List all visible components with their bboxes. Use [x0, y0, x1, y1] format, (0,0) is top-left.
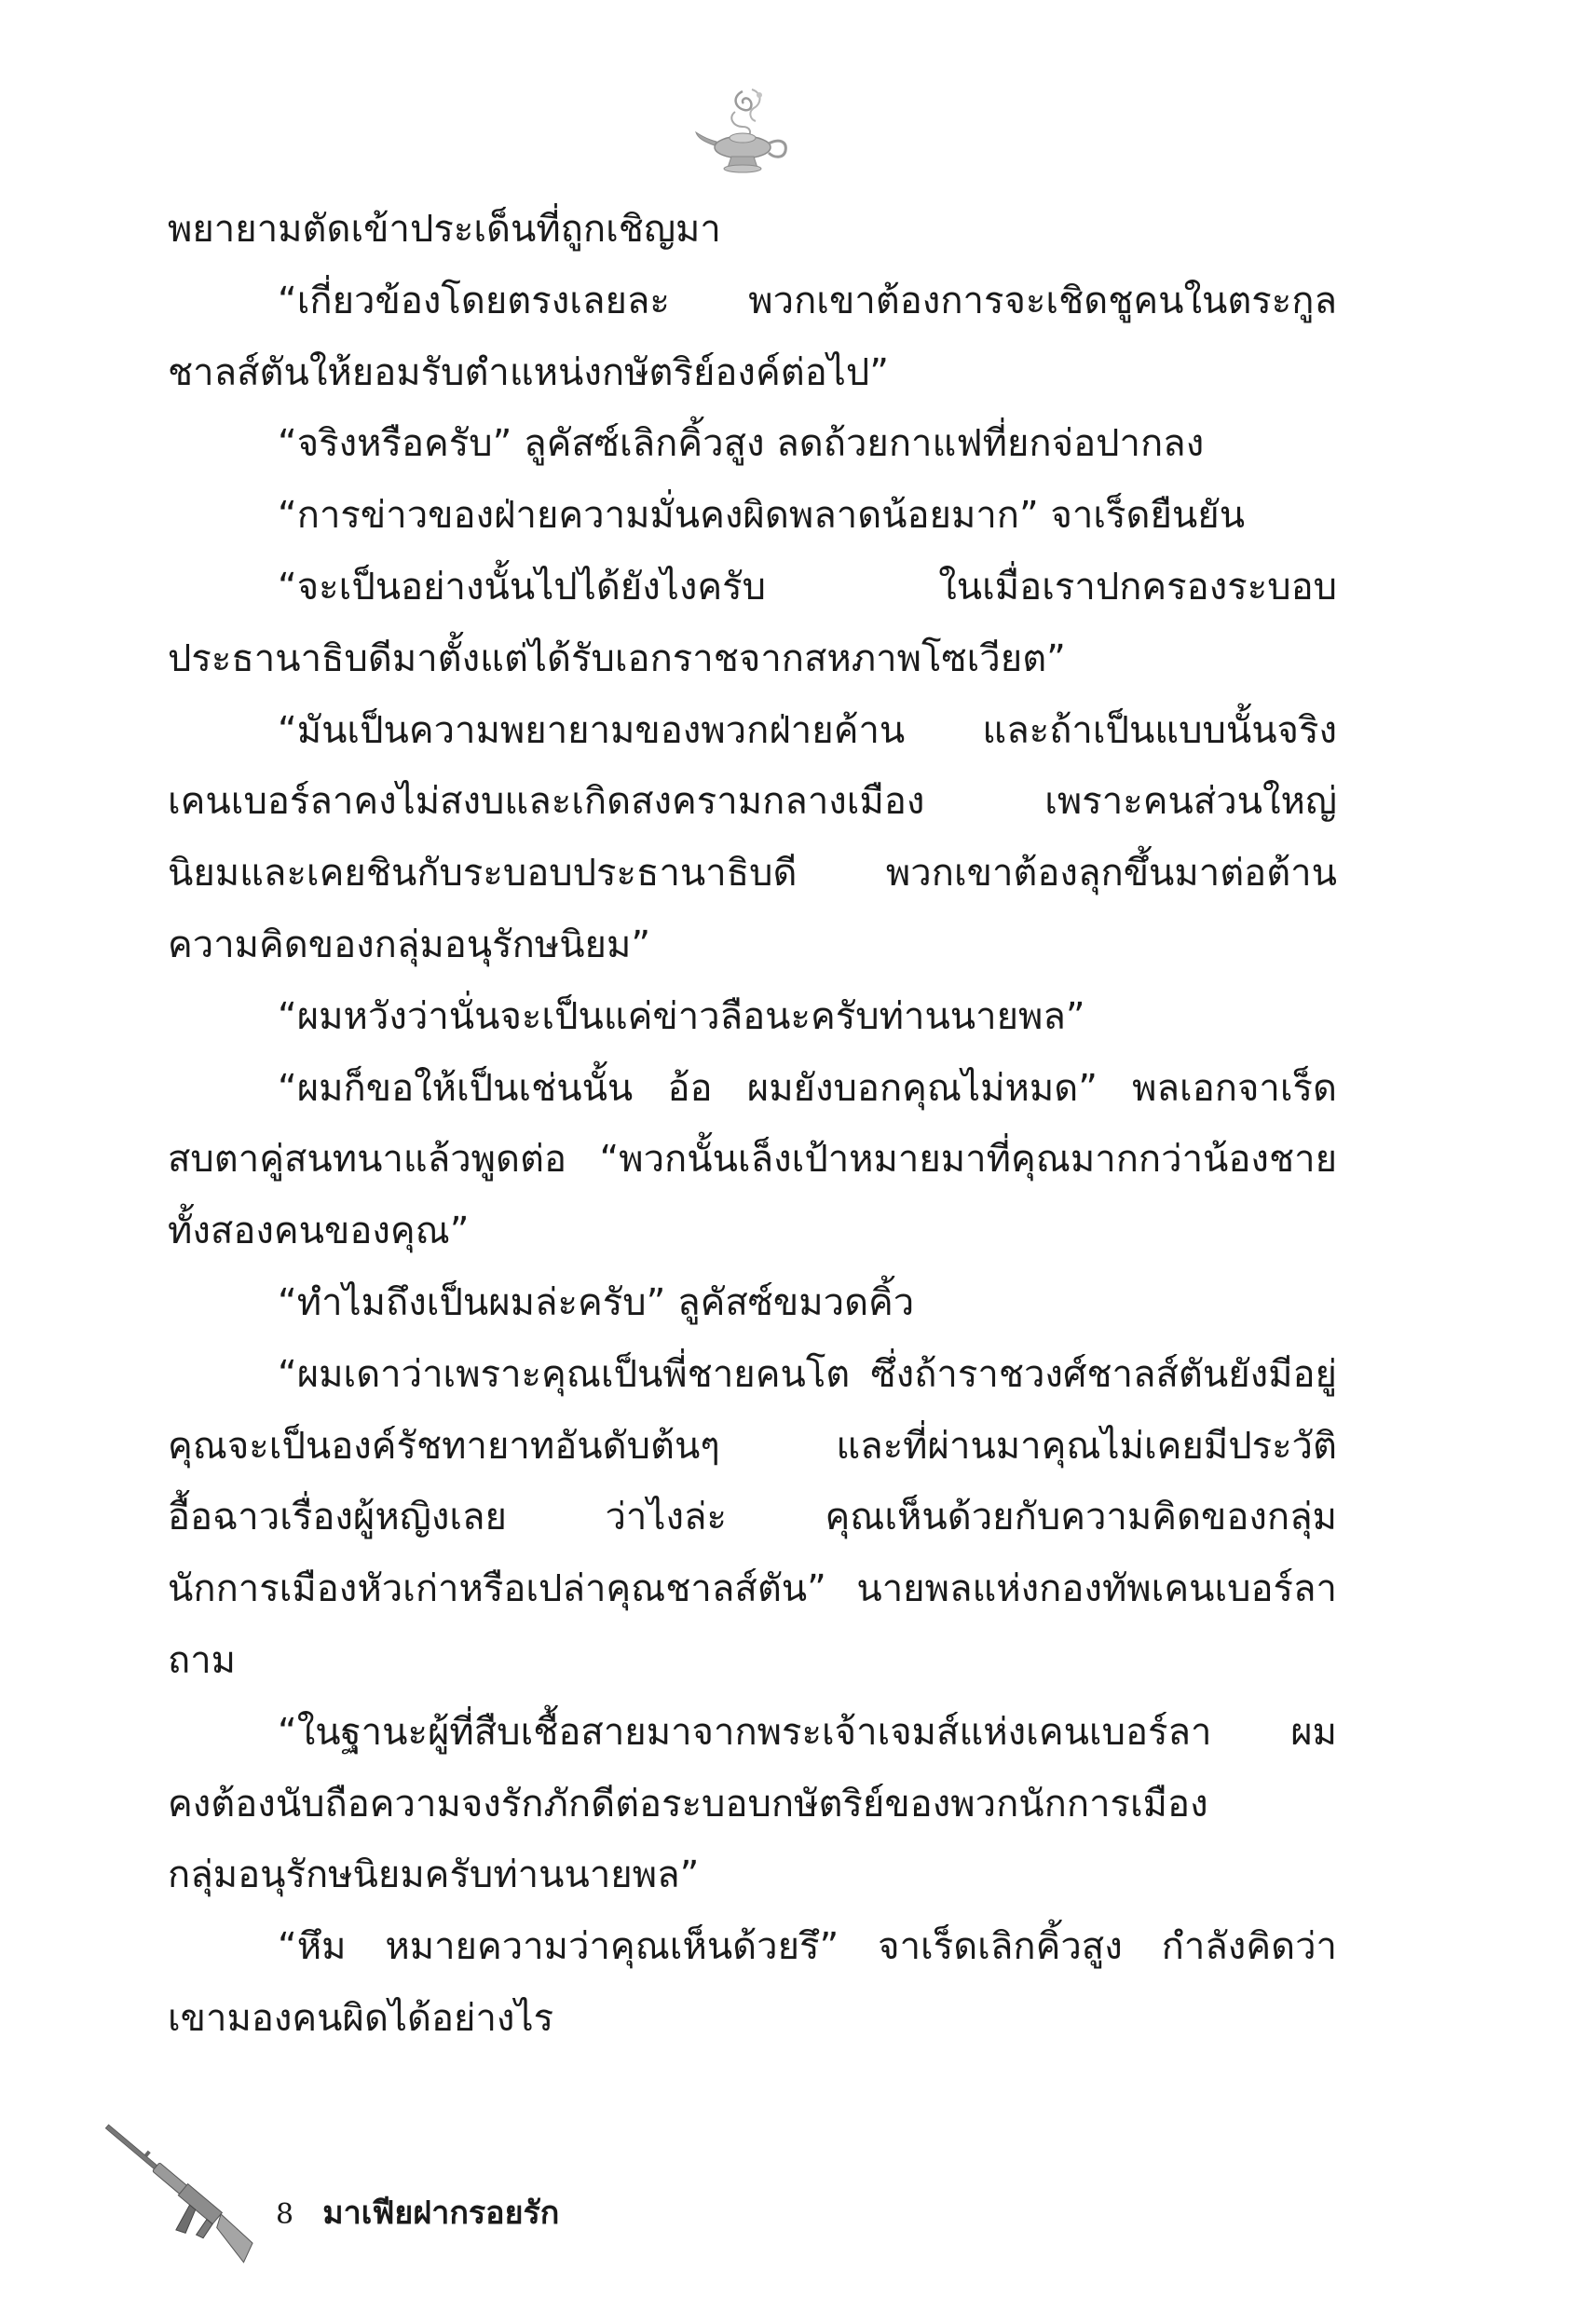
text-line: นิยมและเคยชินกับระบอบประธานาธิบดี พวกเขาต้องลุกขึ้นมาต่อต้าน — [168, 852, 1337, 896]
text-line: พยายามตัดเข้าประเด็นที่ถูกเชิญมา — [168, 208, 721, 251]
text-line: “ทำไมถึงเป็นผมล่ะครับ” ลูคัสซ์ขมวดคิ้ว — [278, 1280, 915, 1324]
text-line: “การข่าวของฝ่ายความมั่นคงผิดพลาดน้อยมาก” จาเร็ดยืนยัน — [278, 494, 1246, 538]
genie-lamp-icon — [694, 84, 797, 177]
text-line: คุณจะเป็นองค์รัชทายาทอันดับต้นๆ และที่ผ่านมาคุณไม่เคยมีประวัติ — [168, 1424, 1337, 1468]
text-line: “ในฐานะผู้ที่สืบเชื้อสายมาจากพระเจ้าเจมส์แห่งเคนเบอร์ลา ผม — [278, 1710, 1337, 1754]
page-footer — [276, 2190, 559, 2236]
text-line: คงต้องนับถือความจงรักภักดีต่อระบอบกษัตริย์ของพวกนักการเมือง — [168, 1782, 1208, 1826]
text-line: “จะเป็นอย่างนั้นไปได้ยังไงครับ ในเมื่อเราปกครองระบอบ — [278, 565, 1337, 609]
text-line: สบตาคู่สนทนาแล้วพูดต่อ “พวกนั้นเล็งเป้าหมายมาที่คุณมากกว่าน้องชาย — [168, 1138, 1337, 1182]
text-line: “เกี่ยวข้องโดยตรงเลยละ พวกเขาต้องการจะเชิดชูคนในตระกูล — [278, 279, 1337, 322]
text-line: ประธานาธิบดีมาตั้งแต่ได้รับเอกราชจากสหภาพโซเวียต” — [168, 636, 1066, 680]
text-line: ทั้งสองคนของคุณ” — [168, 1210, 470, 1253]
text-line: “มันเป็นความพยายามของพวกฝ่ายค้าน และถ้าเป็นแบบนั้นจริง — [278, 708, 1337, 752]
text-line: เขามองคนผิดได้อย่างไร — [168, 1996, 554, 2040]
text-line: ถาม — [168, 1638, 237, 1682]
text-line: กลุ่มอนุรักษนิยมครับท่านนายพล” — [168, 1853, 700, 1897]
story-text — [168, 194, 1337, 2055]
text-line: ชาลส์ตันให้ยอมรับตำแหน่งกษัตริย์องค์ต่อไป” — [168, 350, 889, 394]
text-line: “ผมก็ขอให้เป็นเช่นนั้น อ้อ ผมยังบอกคุณไม่หมด” พลเอกจาเร็ด — [278, 1066, 1337, 1110]
text-line: นักการเมืองหัวเก่าหรือเปล่าคุณชาลส์ตัน” นายพลแห่งกองทัพเคนเบอร์ลา — [168, 1567, 1337, 1611]
book-title: มาเฟียฝากรอยรัก — [322, 2195, 560, 2232]
text-line: ความคิดของกลุ่มอนุรักษนิยม” — [168, 923, 651, 966]
rifle-icon — [93, 2111, 256, 2264]
text-line: “จริงหรือครับ” ลูคัสซ์เลิกคิ้วสูง ลดถ้วยกาแฟที่ยกจ่อปากลง — [278, 422, 1205, 466]
page-number: 8 — [276, 2198, 294, 2231]
text-line: อื้อฉาวเรื่องผู้หญิงเลย ว่าไงล่ะ คุณเห็นด้วยกับความคิดของกลุ่ม — [168, 1496, 1337, 1539]
text-line: “หึม หมายความว่าคุณเห็นด้วยรึ” จาเร็ดเลิกคิ้วสูง กำลังคิดว่า — [278, 1925, 1337, 1969]
text-line: “ผมหวังว่านั่นจะเป็นแค่ข่าวลือนะครับท่านนายพล” — [278, 994, 1085, 1038]
text-line: “ผมเดาว่าเพราะคุณเป็นพี่ชายคนโต ซึ่งถ้าราชวงศ์ชาลส์ตันยังมีอยู่ — [278, 1352, 1337, 1396]
text-line: เคนเบอร์ลาคงไม่สงบและเกิดสงครามกลางเมือง เพราะคนส่วนใหญ่ — [168, 780, 1337, 824]
